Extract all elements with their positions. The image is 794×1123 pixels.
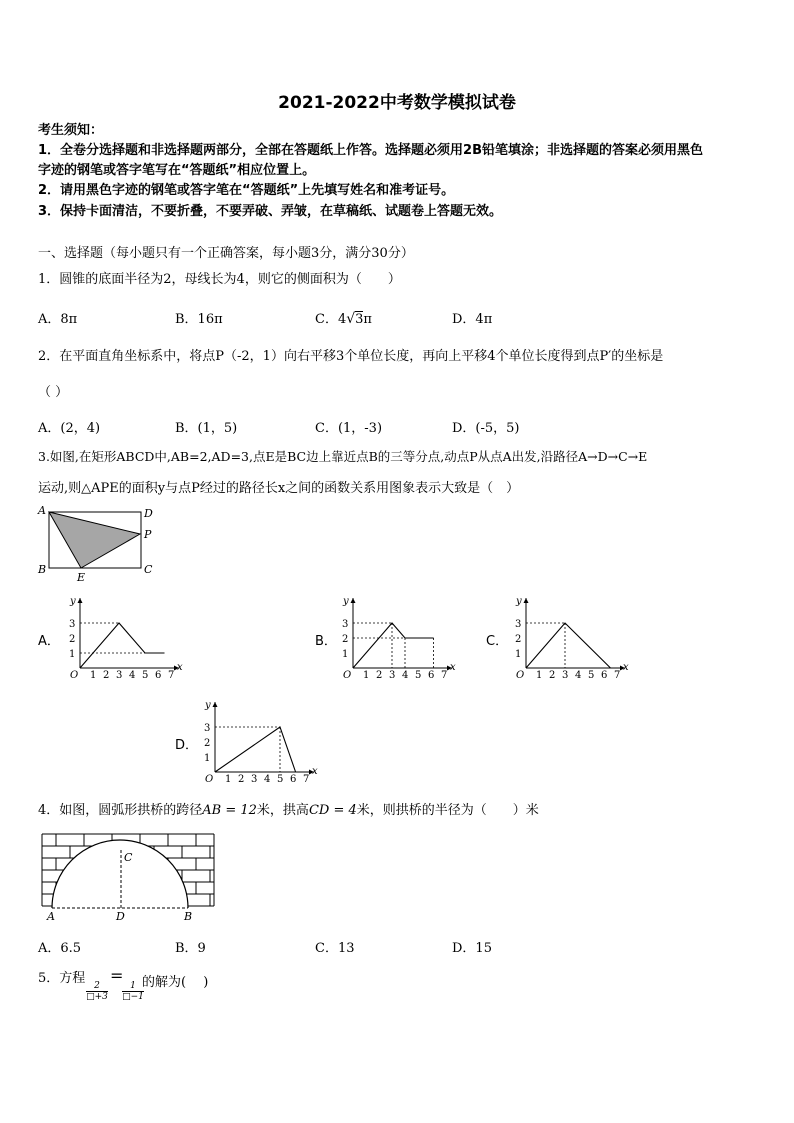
label-e: E [77,571,86,584]
q1-stem: 1．圆锥的底面半径为2，母线长为4，则它的侧面积为（ ） [38,272,401,287]
q3-rectangle-figure [35,500,165,588]
x-tick-label: 4 [402,670,409,681]
q3-option-b-label: B． [315,634,337,649]
notice-item-2: 2．请用黑色字迹的钢笔或答字笔在“答题纸”上先填写姓名和准考证号。 [38,183,455,198]
y-axis-arrow [78,598,83,603]
label-c: C [144,563,153,576]
x-tick-label: 5 [142,670,149,681]
q4-stem-post: 米，则拱桥的半径为（ ）米 [356,803,539,818]
label-b: B [184,910,193,923]
q4-bridge-figure [38,828,218,924]
q3-graph-c [506,592,631,684]
x-tick-label: 7 [303,774,310,785]
q4-stem [38,803,539,819]
triangle-ape [49,512,140,568]
label-a: A [38,504,46,517]
q2-option-c: C．(1，-3) [315,421,383,436]
x-tick-label: 6 [290,774,297,785]
graph-b-svg [333,592,458,684]
x-tick-label: 2 [238,774,245,785]
q1-option-c-suffix: π [363,312,372,327]
q5-equals: = [110,966,124,985]
q3-graph-d [195,696,320,788]
x-tick-label: 5 [415,670,422,681]
x-axis-label: x [450,662,456,673]
notice-item-3: 3．保持卡面清洁，不要折叠，不要弄破、弄皱，在草稿纸、试题卷上答题无效。 [38,204,503,219]
x-axis-label: x [177,662,183,673]
x-tick-label: 7 [441,670,448,681]
x-tick-label: 3 [562,670,569,681]
q3-stem-2: 运动,则△APE的面积y与点P经过的路径长x之间的函数关系用图象表示大致是（ ） [38,481,520,496]
q1-option-a: A．8π [38,312,78,327]
q1-option-c-prefix: C．4 [315,312,347,327]
y-tick-label: 2 [69,634,76,645]
y-tick-label: 3 [204,723,211,734]
label-c: C [124,851,133,864]
q2-stem: 2．在平面直角坐标系中，将点P（-2，1）向右平移3个单位长度，再向上平移4个单位长度得到点P′的坐标是 [38,349,664,364]
origin-label: O [343,670,352,681]
q5-num-1: 2 [86,981,108,992]
q1-option-c-radicand: 3 [355,312,364,327]
section-heading: 一、选择题（每小题只有一个正确答案，每小题3分，满分30分） [38,246,414,261]
notice-item-1b: 字迹的钢笔或答字笔写在“答题纸”相应位置上。 [38,163,316,178]
x-tick-label: 4 [575,670,582,681]
graph-a-svg [60,592,185,684]
q3-option-a-label: A． [38,634,60,649]
notice-item-1a: 1．全卷分选择题和非选择题两部分，全部在答题纸上作答。选择题必须用2B铅笔填涂；非选择题的答案必须用黑色 [38,143,704,158]
y-axis-label: y [205,700,211,711]
q1-option-b: B．16π [175,312,223,327]
y-tick-label: 3 [515,619,522,630]
notice-heading: 考生须知： [38,123,104,138]
label-a: A [47,910,55,923]
q2-option-a: A．(2，4) [38,421,101,436]
q1-option-c [315,308,372,327]
x-tick-label: 7 [614,670,621,681]
function-curve [353,623,434,668]
q4-ab: AB = 12 [202,803,257,818]
q3-stem-1: 3.如图,在矩形ABCD中,AB=2,AD=3,点E是BC边上靠近点B的三等分点,动点P从点A出发,沿路径A→D→C→E [38,449,648,464]
label-b: B [38,563,47,576]
q3-graph-b [333,592,458,684]
y-axis-label: y [516,596,522,607]
function-curve [80,623,165,668]
x-tick-label: 3 [251,774,258,785]
q3-graph-a [60,592,185,684]
q5-den-2: □−1 [122,992,144,1002]
page-title: 2021-2022中考数学模拟试卷 [278,93,516,113]
x-tick-label: 2 [103,670,110,681]
y-axis-label: y [70,596,76,607]
x-tick-label: 3 [116,670,123,681]
sqrt-symbol: √ [346,311,356,327]
q5-num-2: 1 [122,981,144,992]
function-curve [526,623,611,668]
x-tick-label: 1 [90,670,97,681]
q4-stem-pre: 4．如图，圆弧形拱桥的跨径 [38,803,203,818]
y-axis-label: y [343,596,349,607]
function-curve [215,727,296,772]
q4-mid: 米，拱高 [256,803,309,818]
x-tick-label: 1 [536,670,543,681]
q2-paren: （ ） [38,385,69,400]
origin-label: O [70,670,79,681]
q4-option-c: C．13 [315,941,355,956]
x-axis-label: x [623,662,629,673]
q4-option-d: D．15 [452,941,492,956]
q4-option-a: A．6.5 [38,941,82,956]
q3-option-d-label: D． [175,738,199,753]
q5-stem-post: 的解为( ) [142,975,209,990]
label-p: P [144,528,152,541]
graph-d-svg [195,696,320,788]
y-tick-label: 2 [204,738,211,749]
x-tick-label: 6 [601,670,608,681]
x-tick-label: 5 [277,774,284,785]
y-tick-label: 1 [515,649,522,660]
x-tick-label: 5 [588,670,595,681]
q5-den-1: □+3 [86,992,108,1002]
q2-option-d: D．(-5，5) [452,421,520,436]
y-tick-label: 2 [342,634,349,645]
y-axis-arrow [351,598,356,603]
y-tick-label: 3 [69,619,76,630]
x-tick-label: 3 [389,670,396,681]
x-tick-label: 4 [264,774,271,785]
x-tick-label: 2 [376,670,383,681]
q5-fraction-1 [86,981,108,1002]
x-tick-label: 7 [168,670,175,681]
x-tick-label: 2 [549,670,556,681]
x-tick-label: 1 [225,774,232,785]
q1-option-d: D．4π [452,312,493,327]
q4-option-b: B．9 [175,941,206,956]
x-tick-label: 1 [363,670,370,681]
label-d: D [144,507,153,520]
y-axis-arrow [213,702,218,707]
q5-fraction-2 [122,981,144,1002]
q5-stem-pre: 5．方程 [38,971,86,986]
y-tick-label: 1 [69,649,76,660]
x-tick-label: 6 [155,670,162,681]
y-tick-label: 2 [515,634,522,645]
origin-label: O [205,774,214,785]
y-tick-label: 1 [204,753,211,764]
x-axis-label: x [312,766,318,777]
q4-cd: CD = 4 [308,803,357,818]
q2-option-b: B．(1，5) [175,421,238,436]
arch-arc [52,840,188,908]
y-axis-arrow [524,598,529,603]
y-tick-label: 1 [342,649,349,660]
x-tick-label: 4 [129,670,136,681]
y-tick-label: 3 [342,619,349,630]
x-tick-label: 6 [428,670,435,681]
graph-c-svg [506,592,631,684]
label-d: D [116,910,125,923]
q3-option-c-label: C． [486,634,509,649]
origin-label: O [516,670,525,681]
